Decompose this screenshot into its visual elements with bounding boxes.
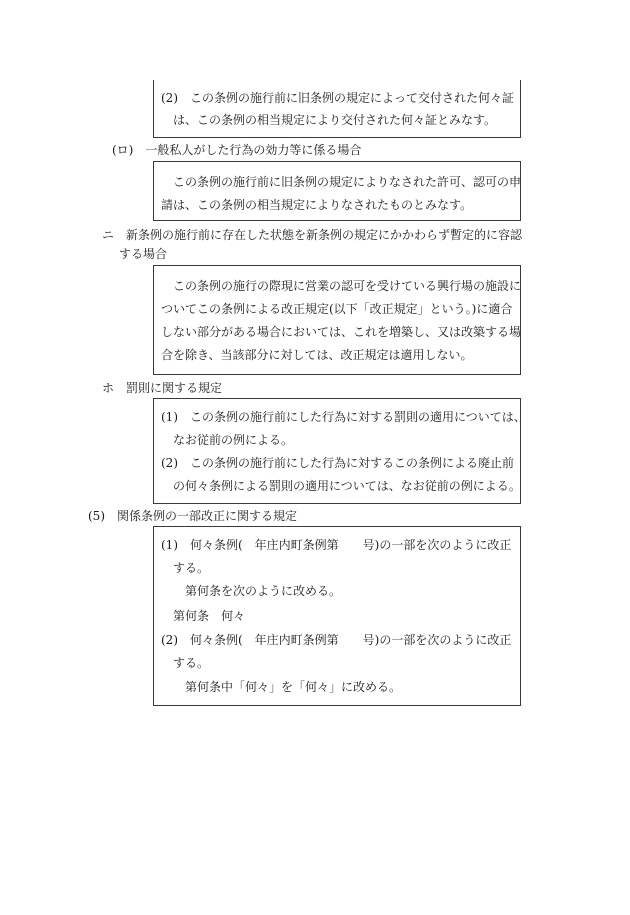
provision-line: この条例の施行の際現に営業の認可を受けている興行場の施設に bbox=[173, 279, 522, 293]
heading-ro: (ロ) 一般私人がした行為の効力等に係る場合 bbox=[112, 143, 362, 157]
provision-line: (2) 何々条例( 年庄内町条例第 号)の一部を次のように改正 bbox=[161, 633, 512, 647]
provision-box-provisional bbox=[153, 265, 521, 375]
provision-line: (2) この条例の施行前に旧条例の規定によって交付された何々証 bbox=[161, 91, 515, 105]
provision-line: (2) この条例の施行前にした行為に対するこの条例による廃止前 bbox=[161, 456, 515, 470]
provision-line: 第何条を次のように改める。 bbox=[185, 584, 342, 598]
heading-ho: ホ 罰則に関する規定 bbox=[102, 381, 223, 395]
provision-box-penalty bbox=[153, 398, 526, 504]
heading-ni-line2: する場合 bbox=[119, 247, 168, 261]
provision-line: (1) この条例の施行前にした行為に対する罰則の適用については、 bbox=[161, 410, 526, 424]
provision-line: ついてこの条例による改正規定(以下「改正規定」という。)に適合 bbox=[161, 302, 513, 316]
provision-line: 合を除き、当該部分に対しては、改正規定は適用しない。 bbox=[161, 348, 473, 362]
provision-line: する。 bbox=[173, 656, 210, 670]
provision-box-certificate bbox=[153, 80, 521, 138]
provision-line: (1) 何々条例( 年庄内町条例第 号)の一部を次のように改正 bbox=[161, 538, 512, 552]
provision-line: 第何条中「何々」を「何々」に改める。 bbox=[185, 680, 402, 694]
provision-line: この条例の施行前に旧条例の規定によりなされた許可、認可の申 bbox=[173, 175, 522, 189]
provision-line: する。 bbox=[173, 561, 210, 575]
provision-line: なお従前の例による。 bbox=[173, 433, 294, 447]
heading-5: (5) 関係条例の一部改正に関する規定 bbox=[88, 509, 297, 523]
provision-line: の何々条例による罰則の適用については、なお従前の例による。 bbox=[173, 479, 521, 493]
provision-box-amendment bbox=[153, 526, 521, 706]
provision-line: は、この条例の相当規定により交付された何々証とみなす。 bbox=[173, 113, 497, 127]
provision-line: しない部分がある場合においては、これを増築し、又は改築する場 bbox=[161, 325, 522, 339]
provision-line: 第何条 何々 bbox=[173, 609, 246, 623]
provision-box-permission bbox=[153, 161, 521, 221]
heading-ni-line1: ニ 新条例の施行前に存在した状態を新条例の規定にかかわらず暫定的に容認 bbox=[102, 228, 523, 242]
provision-line: 請は、この条例の相当規定によりなされたものとみなす。 bbox=[161, 198, 473, 212]
